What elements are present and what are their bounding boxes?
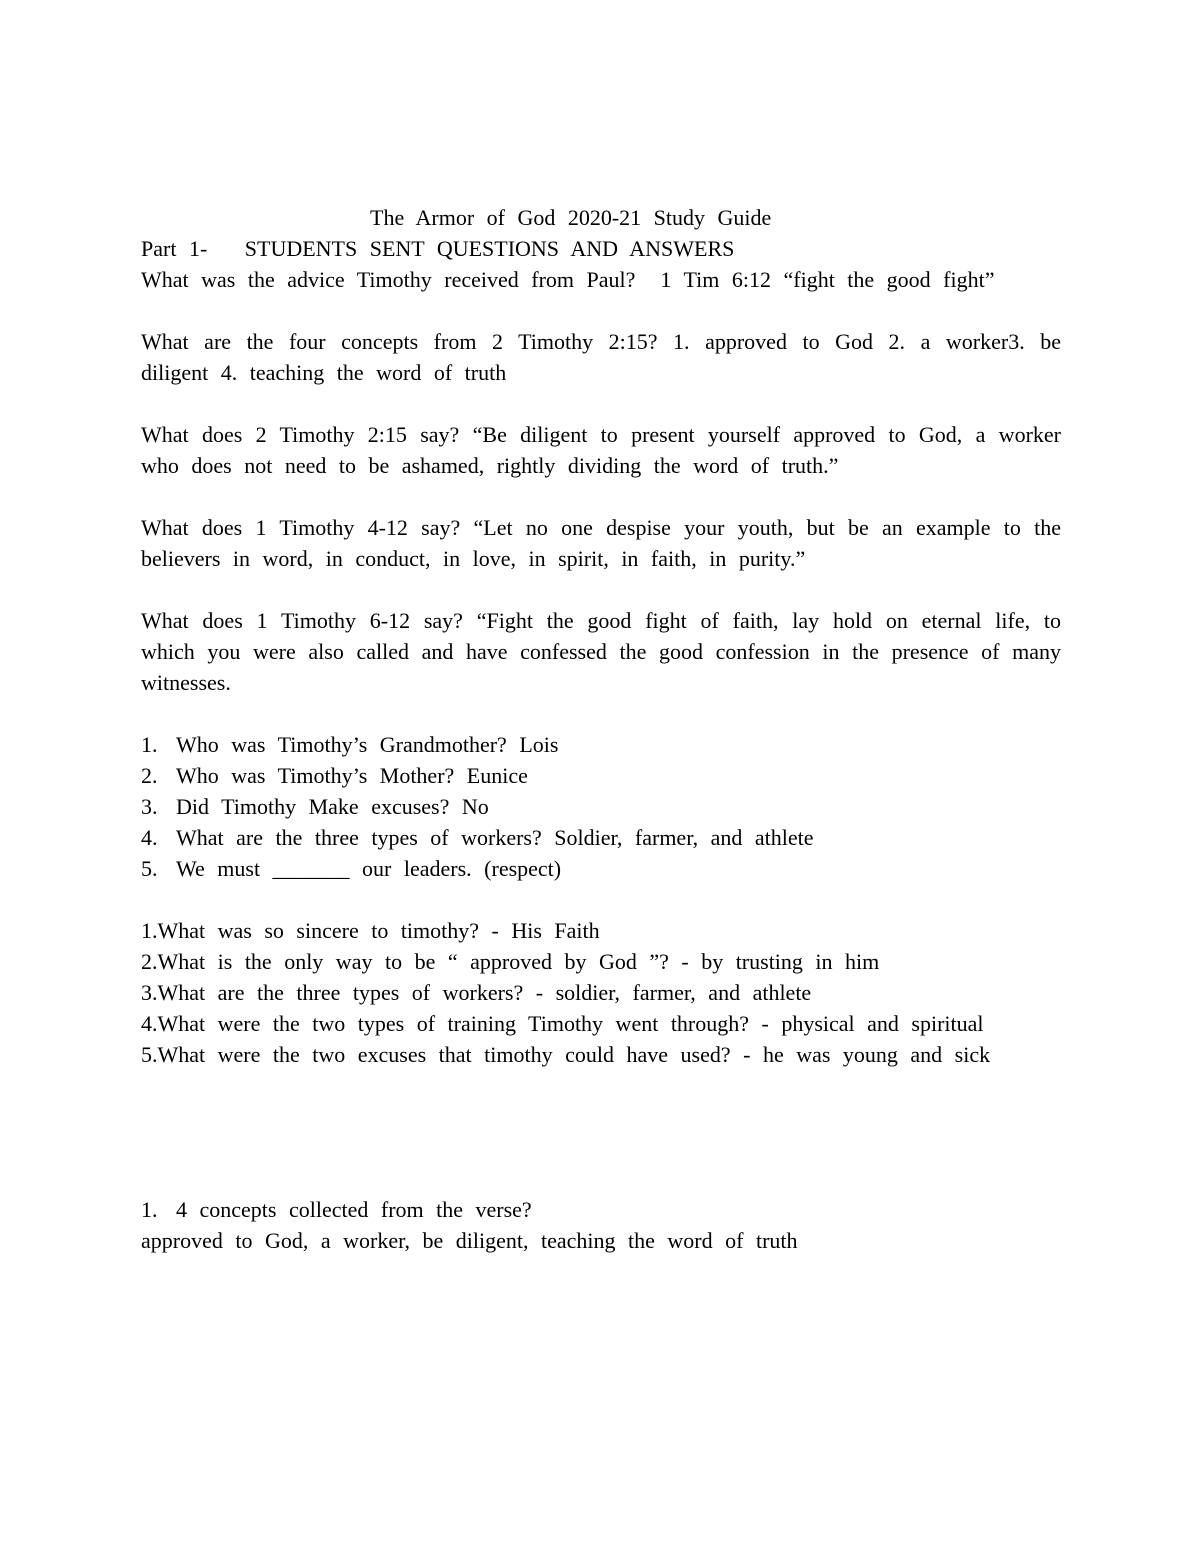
list1-item (141, 760, 1061, 791)
list2-item: 2.What is the only way to be “ approved by God ”? - by trusting in him (141, 949, 880, 974)
list2-item: 3.What are the three types of workers? - soldier, farmer, and athlete (141, 980, 812, 1005)
final-question-number: 1. (141, 1197, 158, 1222)
paragraph-2-timothy-2-15: What does 2 Timothy 2:15 say? “Be diligent to present yourself approved to God, a worker who does not need to be ashamed, rightly dividing the word of truth.” (141, 422, 1074, 478)
list2-item: 5.What were the two excuses that timothy could have used? - he was young and sick (141, 1042, 991, 1067)
final-question-text: 4 concepts collected from the verse? (176, 1197, 532, 1222)
part-heading: Part 1- STUDENTS SENT QUESTIONS AND ANSWERS (141, 236, 735, 261)
spacer (141, 1070, 1061, 1194)
list1-item (141, 822, 1061, 853)
document-title: The Armor of God 2020-21 Study Guide (370, 205, 772, 230)
spacer (141, 481, 1061, 512)
spacer (141, 388, 1061, 419)
paragraph-four-concepts: What are the four concepts from 2 Timothy 2:15? 1. approved to God 2. a worker3. be diligent 4. teaching the word of truth (141, 329, 1074, 385)
spacer (141, 574, 1061, 605)
spacer (141, 884, 1061, 915)
list1-item-number: 3. (141, 794, 158, 819)
final-question (141, 1194, 1061, 1225)
list2-item: 1.What was so sincere to timothy? - His Faith (141, 918, 600, 943)
list1-item-number: 5. (141, 856, 158, 881)
study-guide-page (141, 202, 1074, 1256)
list1-item (141, 729, 1061, 760)
list1-item-text: What are the three types of workers? Soldier, farmer, and athlete (176, 825, 814, 850)
list1-item-number: 4. (141, 825, 158, 850)
list1-item-text: We must _______ our leaders. (respect) (176, 856, 562, 881)
list1-item-text: Did Timothy Make excuses? No (176, 794, 489, 819)
list1-item (141, 791, 1061, 822)
list1-item-text: Who was Timothy’s Mother? Eunice (176, 763, 528, 788)
paragraph-1-timothy-6-12: What does 1 Timothy 6-12 say? “Fight the good fight of faith, lay hold on eternal life, to which you were also called and have confessed the good confession in the presence of many witnesses. (141, 608, 1074, 695)
list2-item: 4.What were the two types of training Timothy went through? - physical and spiritual (141, 1011, 984, 1036)
final-answer: approved to God, a worker, be diligent, teaching the word of truth (141, 1228, 798, 1253)
list1-item (141, 853, 1061, 884)
paragraph-advice: What was the advice Timothy received from Paul? 1 Tim 6:12 “fight the good fight” (141, 267, 995, 292)
paragraph-1-timothy-4-12: What does 1 Timothy 4-12 say? “Let no one despise your youth, but be an example to the believers in word, in conduct, in love, in spirit, in faith, in purity.” (141, 515, 1074, 571)
list1-item-text: Who was Timothy’s Grandmother? Lois (176, 732, 559, 757)
spacer (141, 698, 1061, 729)
list1-item-number: 2. (141, 763, 158, 788)
list1-item-number: 1. (141, 732, 158, 757)
spacer (141, 295, 1061, 326)
